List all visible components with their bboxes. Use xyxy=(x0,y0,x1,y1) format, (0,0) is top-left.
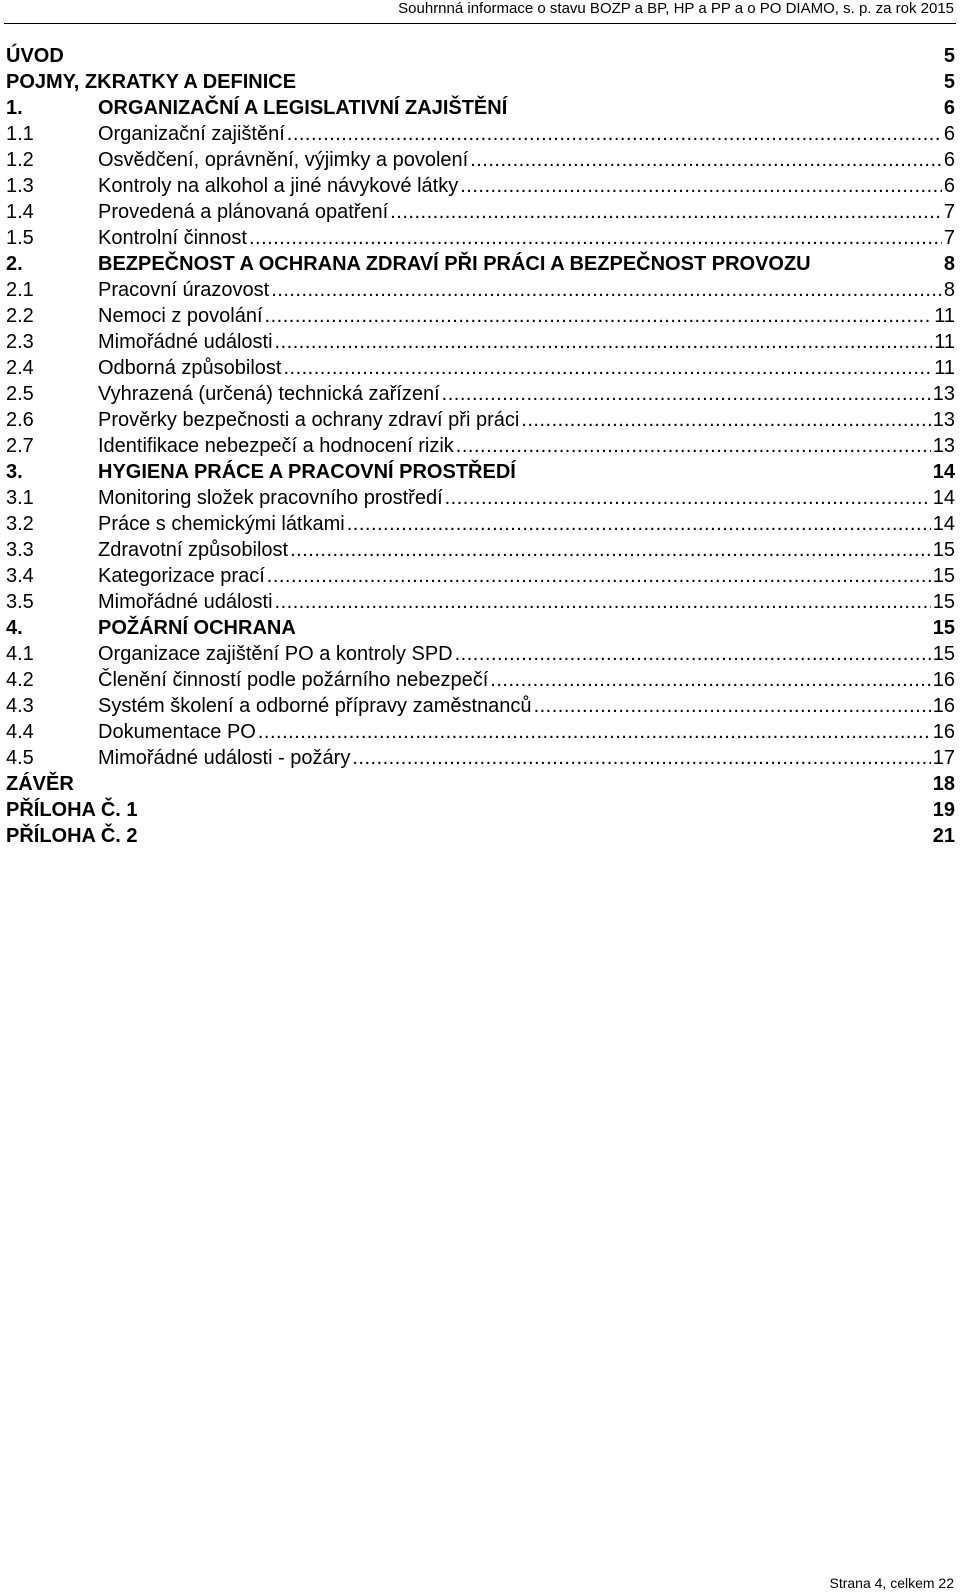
toc-entry-number: 3.5 xyxy=(6,591,34,613)
toc-entry-page: 15 xyxy=(932,643,955,665)
toc-entry-2-1[interactable] xyxy=(6,279,955,305)
toc-entry-chapter-2[interactable] xyxy=(6,253,955,279)
toc-entry-number: 2.4 xyxy=(6,357,34,379)
toc-entry-title: PŘÍLOHA Č. 2 xyxy=(6,825,138,847)
toc-leader xyxy=(521,409,930,432)
toc-entry-title: Prověrky bezpečnosti a ochrany zdraví při práci xyxy=(98,409,520,431)
toc-entry-1-4[interactable] xyxy=(6,201,955,227)
toc-entry-title: Provedená a plánovaná opatření xyxy=(98,201,389,223)
toc-entry-1-2[interactable] xyxy=(6,149,955,175)
toc-leader xyxy=(470,149,942,172)
toc-entry-page: 15 xyxy=(932,565,955,587)
toc-entry-chapter-4[interactable] xyxy=(6,617,955,643)
toc-entry-title: BEZPEČNOST A OCHRANA ZDRAVÍ PŘI PRÁCI A BEZPEČNOST PROVOZU xyxy=(98,253,811,275)
toc-entry-page: 15 xyxy=(932,539,955,561)
toc-entry-number: 4.1 xyxy=(6,643,34,665)
toc-leader xyxy=(445,487,931,510)
toc-entry-number: 1.1 xyxy=(6,123,34,145)
toc-entry-page: 14 xyxy=(932,461,955,483)
toc-entry-title: Kontroly na alkohol a jiné návykové látky xyxy=(98,175,459,197)
toc-leader xyxy=(460,175,942,198)
toc-entry-2-2[interactable] xyxy=(6,305,955,331)
toc-entry-title: Kategorizace prací xyxy=(98,565,265,587)
toc-entry-title: ORGANIZAČNÍ A LEGISLATIVNÍ ZAJIŠTĚNÍ xyxy=(98,97,508,119)
toc-entry-page: 16 xyxy=(932,669,955,691)
toc-entry-title: Systém školení a odborné přípravy zaměstnanců xyxy=(98,695,532,717)
toc-leader xyxy=(271,279,942,302)
toc-leader xyxy=(352,747,930,770)
toc-entry-number: 4.4 xyxy=(6,721,34,743)
toc-leader xyxy=(442,383,931,406)
toc-entry-page: 7 xyxy=(943,201,955,223)
toc-entry-page: 14 xyxy=(932,487,955,509)
toc-entry-number: 1. xyxy=(6,97,23,119)
toc-entry-2-7[interactable] xyxy=(6,435,955,461)
toc-leader xyxy=(283,357,932,380)
running-header: Souhrnná informace o stavu BOZP a BP, HP a PP a o PO DIAMO, s. p. za rok 2015 xyxy=(398,0,954,17)
toc-entry-page: 21 xyxy=(932,825,955,847)
toc-entry-number: 4.2 xyxy=(6,669,34,691)
toc-entry-1-1[interactable] xyxy=(6,123,955,149)
toc-entry-zaver[interactable] xyxy=(6,773,955,799)
toc-entry-1-3[interactable] xyxy=(6,175,955,201)
toc-entry-number: 3.3 xyxy=(6,539,34,561)
toc-leader xyxy=(455,643,931,666)
toc-entry-number: 3.2 xyxy=(6,513,34,535)
toc-leader xyxy=(347,513,931,536)
toc-entry-number: 3. xyxy=(6,461,23,483)
toc-leader xyxy=(534,695,931,718)
toc-entry-page: 15 xyxy=(932,617,955,639)
toc-entry-title: POJMY, ZKRATKY A DEFINICE xyxy=(6,71,297,93)
toc-entry-title: Odborná způsobilost xyxy=(98,357,282,379)
toc-entry-pojmy[interactable] xyxy=(6,71,955,97)
toc-entry-4-4[interactable] xyxy=(6,721,955,747)
toc-entry-page: 5 xyxy=(943,71,955,93)
toc-entry-page: 18 xyxy=(932,773,955,795)
toc-entry-number: 4. xyxy=(6,617,23,639)
toc-entry-chapter-1[interactable] xyxy=(6,97,955,123)
toc-entry-2-6[interactable] xyxy=(6,409,955,435)
toc-leader xyxy=(249,227,942,250)
toc-entry-uvod[interactable] xyxy=(6,45,955,71)
toc-entry-3-1[interactable] xyxy=(6,487,955,513)
toc-entry-3-5[interactable] xyxy=(6,591,955,617)
toc-entry-page: 7 xyxy=(943,227,955,249)
toc-entry-title: Pracovní úrazovost xyxy=(98,279,270,301)
toc-entry-page: 6 xyxy=(943,175,955,197)
toc-leader xyxy=(275,331,933,354)
toc-entry-number: 3.1 xyxy=(6,487,34,509)
toc-entry-2-4[interactable] xyxy=(6,357,955,383)
toc-entry-title: Osvědčení, oprávnění, výjimky a povolení xyxy=(98,149,469,171)
toc-leader xyxy=(265,305,933,328)
toc-entry-title: Kontrolní činnost xyxy=(98,227,247,249)
toc-entry-number: 2.7 xyxy=(6,435,34,457)
toc-entry-4-3[interactable] xyxy=(6,695,955,721)
toc-entry-title: Práce s chemickými látkami xyxy=(98,513,345,535)
toc-entry-chapter-3[interactable] xyxy=(6,461,955,487)
toc-entry-page: 8 xyxy=(943,279,955,301)
toc-entry-page: 6 xyxy=(943,123,955,145)
toc-entry-title: Monitoring složek pracovního prostředí xyxy=(98,487,443,509)
toc-entry-title: Dokumentace PO xyxy=(98,721,256,743)
toc-entry-title: Organizační zajištění xyxy=(98,123,285,145)
toc-entry-number: 2.2 xyxy=(6,305,34,327)
toc-entry-title: POŽÁRNÍ OCHRANA xyxy=(98,617,296,639)
toc-leader xyxy=(390,201,942,224)
toc-leader xyxy=(490,669,930,692)
toc-entry-title: PŘÍLOHA Č. 1 xyxy=(6,799,138,821)
toc-entry-page: 17 xyxy=(932,747,955,769)
toc-entry-page: 19 xyxy=(932,799,955,821)
toc-entry-title: HYGIENA PRÁCE A PRACOVNÍ PROSTŘEDÍ xyxy=(98,461,516,483)
toc-entry-number: 2.1 xyxy=(6,279,34,301)
toc-entry-title: Identifikace nebezpečí a hodnocení rizik xyxy=(98,435,454,457)
toc-entry-page: 11 xyxy=(934,357,955,379)
toc-entry-title: Zdravotní způsobilost xyxy=(98,539,289,561)
toc-entry-title: Mimořádné události - požáry xyxy=(98,747,351,769)
toc-entry-3-2[interactable] xyxy=(6,513,955,539)
toc-entry-page: 15 xyxy=(932,591,955,613)
toc-entry-3-3[interactable] xyxy=(6,539,955,565)
toc-entry-3-4[interactable] xyxy=(6,565,955,591)
toc-entry-number: 1.4 xyxy=(6,201,34,223)
toc-entry-number: 2.6 xyxy=(6,409,34,431)
toc-leader xyxy=(456,435,931,458)
toc-entry-number: 1.2 xyxy=(6,149,34,171)
toc-entry-page: 6 xyxy=(943,97,955,119)
toc-entry-page: 16 xyxy=(932,695,955,717)
toc-entry-priloha-2[interactable] xyxy=(6,825,955,851)
toc-entry-number: 1.3 xyxy=(6,175,34,197)
page-number-footer: Strana 4, celkem 22 xyxy=(829,1575,954,1591)
toc-entry-number: 2. xyxy=(6,253,23,275)
toc-entry-number: 4.3 xyxy=(6,695,34,717)
toc-leader xyxy=(267,565,931,588)
toc-entry-page: 6 xyxy=(943,149,955,171)
toc-entry-page: 11 xyxy=(934,305,955,327)
toc-entry-title: Mimořádné události xyxy=(98,591,273,613)
toc-entry-page: 5 xyxy=(943,45,955,67)
toc-entry-title: Vyhrazená (určená) technická zařízení xyxy=(98,383,440,405)
toc-entry-2-5[interactable] xyxy=(6,383,955,409)
table-of-contents xyxy=(6,45,955,851)
toc-entry-title: Mimořádné události xyxy=(98,331,273,353)
toc-entry-4-2[interactable] xyxy=(6,669,955,695)
toc-leader xyxy=(258,721,931,744)
toc-leader xyxy=(287,123,942,146)
toc-leader xyxy=(290,539,931,562)
toc-entry-page: 13 xyxy=(932,383,955,405)
toc-entry-page: 13 xyxy=(932,435,955,457)
toc-entry-page: 11 xyxy=(934,331,955,353)
toc-entry-2-3[interactable] xyxy=(6,331,955,357)
toc-entry-page: 16 xyxy=(932,721,955,743)
toc-entry-4-5[interactable] xyxy=(6,747,955,773)
toc-entry-title: ÚVOD xyxy=(6,45,64,67)
toc-entry-page: 8 xyxy=(943,253,955,275)
toc-entry-number: 1.5 xyxy=(6,227,34,249)
toc-entry-title: Členění činností podle požárního nebezpečí xyxy=(98,669,489,691)
header-divider xyxy=(4,23,956,24)
toc-entry-number: 4.5 xyxy=(6,747,34,769)
toc-entry-title: ZÁVĚR xyxy=(6,773,74,795)
toc-entry-title: Nemoci z povolání xyxy=(98,305,263,327)
toc-leader xyxy=(275,591,931,614)
toc-entry-title: Organizace zajištění PO a kontroly SPD xyxy=(98,643,453,665)
toc-entry-number: 3.4 xyxy=(6,565,34,587)
toc-entry-4-1[interactable] xyxy=(6,643,955,669)
toc-entry-number: 2.3 xyxy=(6,331,34,353)
toc-entry-page: 13 xyxy=(932,409,955,431)
toc-entry-1-5[interactable] xyxy=(6,227,955,253)
toc-entry-number: 2.5 xyxy=(6,383,34,405)
toc-entry-priloha-1[interactable] xyxy=(6,799,955,825)
toc-entry-page: 14 xyxy=(932,513,955,535)
